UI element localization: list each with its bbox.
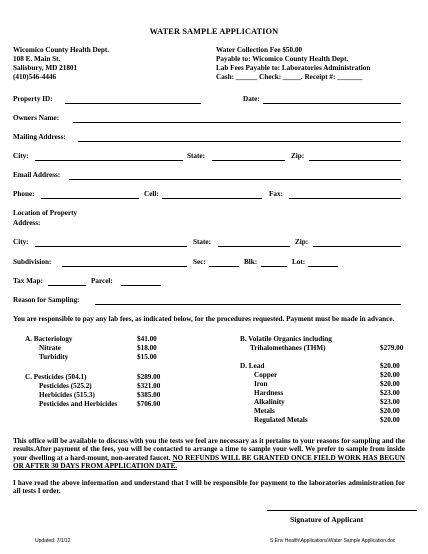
test-price: $23.00 (380, 389, 400, 397)
test-row (240, 371, 415, 380)
test-label: Regulated Metals (254, 416, 308, 424)
fee-block (216, 46, 370, 82)
test-label: Alkalinity (254, 398, 285, 406)
blk-field[interactable] (261, 266, 287, 267)
test-label: Hardness (254, 389, 284, 397)
test-label: A. Bacteriology (25, 335, 73, 343)
zip-field[interactable] (309, 160, 401, 161)
test-row (240, 389, 415, 398)
payment-notice: You are responsible to pay any lab fees, as indicated below, for the procedures requested. Payment must be made in advance. (13, 315, 395, 323)
reason-label: Reason for Sampling: (13, 296, 80, 304)
cell-field[interactable] (162, 198, 262, 199)
test-row (240, 335, 415, 344)
agency-city: Salisbury, MD 21801 (13, 64, 78, 72)
row-subdivision (13, 258, 401, 268)
test-row (240, 416, 415, 425)
test-label: C. Pesticides (504.1) (25, 373, 87, 381)
property-city-field[interactable] (35, 246, 187, 247)
zip-label: Zip: (291, 152, 305, 160)
payable-to: Payable to: Wicomico County Health Dept. (216, 55, 349, 63)
test-price: $15.00 (137, 353, 157, 361)
mailing-address-field[interactable] (78, 141, 401, 142)
form-title: WATER SAMPLE APPLICATION (149, 27, 279, 36)
subdivision-label: Subdivision: (13, 258, 52, 266)
test-row (25, 373, 225, 382)
test-row (25, 344, 225, 353)
test-price: $20.00 (380, 416, 400, 424)
signature-field[interactable] (267, 510, 417, 511)
sec-label: Sec: (193, 258, 206, 266)
test-price: $18.00 (137, 344, 157, 352)
test-price: $41.00 (137, 335, 157, 343)
location-label: Location of Property (13, 209, 78, 217)
test-label: Metals (254, 407, 275, 415)
fax-label: Fax: (269, 190, 283, 198)
date-field[interactable] (263, 103, 401, 104)
property-state-field[interactable] (218, 246, 290, 247)
location-address-label: Address: (13, 219, 41, 227)
sampling-notice (13, 437, 405, 470)
test-label: Pesticides (525.2) (39, 382, 92, 390)
row-email (13, 171, 401, 181)
tax-map-label: Tax Map: (13, 277, 43, 285)
test-label: Herbicides (515.3) (39, 391, 95, 399)
agency-street: 108 E. Main St. (13, 55, 61, 63)
state-label: State: (187, 152, 205, 160)
test-price: $20.00 (380, 371, 400, 379)
row-property (13, 95, 401, 105)
test-price: $20.00 (380, 407, 400, 415)
test-price: $20.00 (380, 362, 400, 370)
test-label: Turbidity (39, 353, 69, 361)
test-label: B. Volatile Organics including (240, 335, 332, 343)
row-city-1 (13, 152, 401, 162)
property-zip-field[interactable] (313, 246, 401, 247)
row-city-2 (13, 238, 401, 248)
test-row (240, 344, 415, 353)
phone-field[interactable] (41, 198, 139, 199)
agency-name: Wicomico County Health Dept. (13, 46, 110, 54)
property-zip-label: Zip: (295, 238, 309, 246)
test-label: Nitrate (39, 344, 61, 352)
row-location-address (13, 219, 401, 229)
cell-label: Cell: (144, 190, 159, 198)
subdivision-field[interactable] (62, 266, 187, 267)
test-row (25, 335, 225, 344)
test-spacer (25, 362, 225, 373)
tests-right (240, 335, 415, 425)
test-row (240, 362, 415, 371)
blk-label: Blk: (244, 258, 258, 266)
test-price: $385.00 (137, 391, 161, 399)
property-city-label: City: (13, 238, 29, 246)
agency-phone: (410)546-4446 (13, 73, 57, 81)
row-phones (13, 190, 401, 200)
agency-address-block (13, 46, 109, 82)
mailing-address-label: Mailing Address: (13, 133, 66, 141)
test-price: $20.00 (380, 380, 400, 388)
payment-method: Cash: ______ Check: _____. Receipt #: _______ (216, 73, 363, 81)
email-label: Email Address: (13, 171, 61, 179)
property-state-label: State: (193, 238, 211, 246)
sampling-notice-text: This office will be available to discuss with you the tests we feel are necessary as it pertains to your reasons for sampling and the results.After payment of the fees, you will be contacted to arrange a time to sample your well. We prefer to sample from inside your dwelling at a hard-mount, non-aerated faucet. (13, 437, 405, 462)
state-field[interactable] (212, 160, 285, 161)
row-mailing (13, 133, 401, 143)
lot-label: Lot: (292, 258, 306, 266)
test-row (240, 380, 415, 389)
test-label: Pesticides and Herbicides (39, 400, 118, 408)
sec-field[interactable] (209, 266, 239, 267)
row-location-heading (13, 209, 401, 219)
collection-fee: Water Collection Fee $50.00 (216, 46, 303, 54)
refund-notice: NO REFUNDS WILL BE GRANTED ONCE FIELD WORK HAS BEGUN OR AFTER 30 DAYS FROM APPLICATION DATE. (13, 453, 405, 470)
city-label: City: (13, 152, 29, 160)
test-row (25, 353, 225, 362)
city-field[interactable] (35, 160, 183, 161)
test-row (25, 400, 225, 409)
footer-updated: Updated: 7/1/12 (35, 538, 71, 544)
footer-path: S:Env Health\Applications\Water Sample Application.doc (270, 538, 396, 544)
test-label: Trihalomethanes (THM) (250, 344, 326, 352)
test-label: Iron (254, 380, 268, 388)
test-row (25, 391, 225, 400)
test-row (240, 398, 415, 407)
date-label: Date: (243, 95, 260, 103)
row-reason (13, 296, 401, 306)
test-spacer (240, 353, 415, 362)
parcel-label: Parcel: (91, 277, 113, 285)
owners-name-label: Owners Name: (13, 114, 60, 122)
test-label: D. Lead (240, 362, 265, 370)
reason-field[interactable] (95, 304, 401, 305)
parcel-field[interactable] (121, 285, 161, 286)
test-price: $23.00 (380, 398, 400, 406)
row-owners (13, 114, 401, 124)
property-id-label: Property ID: (13, 95, 53, 103)
signature-label: Signature of Applicant (290, 515, 364, 524)
lab-fees-payable: Lab Fees Payable to: Laboratories Administration (216, 64, 371, 72)
test-label: Copper (254, 371, 278, 379)
property-id-field[interactable] (65, 103, 201, 104)
phone-label: Phone: (13, 190, 35, 198)
test-price: $279.00 (380, 344, 404, 352)
fax-field[interactable] (289, 198, 401, 199)
tax-map-field[interactable] (48, 285, 86, 286)
row-tax (13, 277, 401, 287)
test-row (240, 407, 415, 416)
test-price: $321.00 (137, 382, 161, 390)
acknowledgement: I have read the above information and understand that I will be responsible for payment to the laboratories administration for all tests I order. (13, 479, 405, 496)
owners-name-field[interactable] (73, 122, 401, 123)
test-row (25, 382, 225, 391)
tests-left (25, 335, 225, 409)
lot-field[interactable] (308, 266, 338, 267)
email-field[interactable] (69, 179, 401, 180)
test-price: $706.00 (137, 400, 161, 408)
test-price: $289.00 (137, 373, 161, 381)
